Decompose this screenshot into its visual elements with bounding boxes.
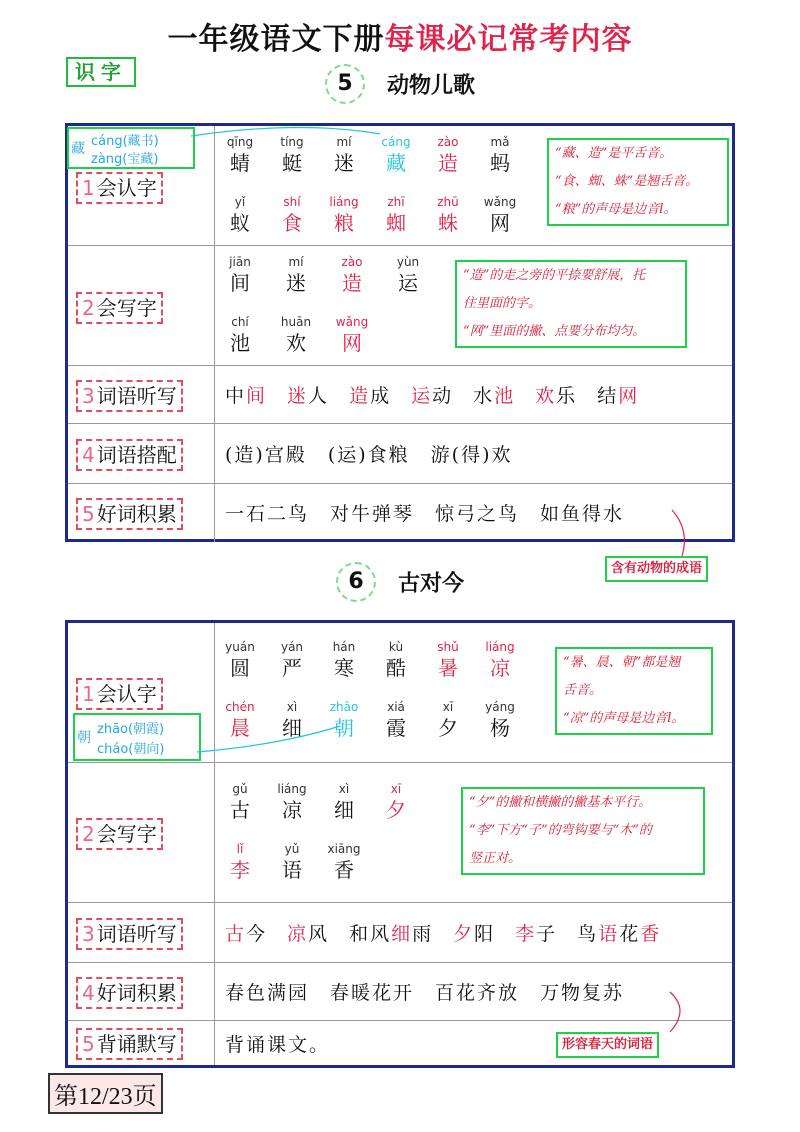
pinyin: xì [286,700,298,714]
hanzi: 网 [490,211,510,235]
word-part: 夕 [453,923,475,945]
hanzi: 古 [230,798,250,822]
hanzi: 迷 [334,151,354,175]
hanzi: 蜓 [282,151,302,175]
row-label: 3 词语听写 [76,918,183,950]
word-part: 古 [225,923,247,945]
pinyin: cáng [381,135,411,149]
pinyin: xiāng [327,842,361,856]
word-part: 语 [598,923,620,945]
hanzi: 暑 [438,656,458,680]
page-title: 一年级语文下册每课必记常考内容 [167,22,633,57]
word-part: 成 [370,385,392,407]
hanzi: 李 [230,858,250,882]
idioms-text: 一石二鸟 对牛弹琴 惊弓之鸟 如鱼得水 [225,503,625,525]
pinyin: qīng [226,135,254,149]
note-line: 竖正对。 [469,851,522,866]
arrow-line [672,510,684,556]
note-line: “食、蜘、蛛”是翘舌音。 [555,174,699,189]
hanzi: 霞 [386,716,406,740]
good-words-text: 春色满园 春暖花开 百花齐放 万物复苏 [225,982,625,1004]
hanzi: 粮 [334,211,354,235]
connector-line [197,726,340,752]
word-part: 欢 [535,385,557,407]
hanzi: 蚂 [490,151,510,175]
hanzi: 寒 [334,656,354,680]
word-part: 今 [246,923,268,945]
pinyin: jiān [229,255,251,269]
hanzi: 细 [334,798,354,822]
pinyin: shí [283,195,301,209]
word-part: 造 [349,385,371,407]
row-label: 1 会认字 [76,172,163,204]
collocation-text: (造)宫殿 (运)食粮 游(得)欢 [225,444,513,466]
word-part: 乐 [556,385,578,407]
lesson-number: 5 [325,64,365,104]
hanzi: 造 [342,271,362,295]
word-part: 阳 [474,923,496,945]
page-number: 第12/23页 [48,1073,163,1114]
word-part: 结 [597,385,619,407]
note-line: “夕”的撇和横撇的撇基本平行。 [469,795,652,810]
hanzi: 食 [282,211,302,235]
word-part: 迷 [287,385,309,407]
hanzi: 造 [438,151,458,175]
pinyin: yùn [396,255,420,269]
hanzi: 凉 [282,798,302,822]
pinyin: chí [231,315,249,329]
row-label: 2 会写字 [76,818,163,850]
hanzi: 酷 [386,656,406,680]
word-part: 动 [432,385,454,407]
hanzi: 严 [282,656,302,680]
word-part: 水 [473,385,495,407]
pinyin: shǔ [437,640,459,654]
hanzi: 杨 [490,716,510,740]
hanzi: 池 [230,331,250,355]
pinyin: liáng [329,195,359,209]
recite-text: 背诵课文。 [225,1034,331,1056]
note-line: 舌音。 [563,683,603,698]
word-part: 运 [411,385,433,407]
note-line: “藏、造”是平舌音。 [555,146,673,161]
hanzi: 圆 [230,656,250,680]
pinyin: xī [442,700,454,714]
pinyin: tíng [280,135,304,149]
pinyin: lǐ [236,842,244,856]
word-part: 细 [391,923,413,945]
hanzi: 蜻 [230,151,250,175]
pinyin: mí [336,135,352,149]
pinyin: zhāo [329,700,359,714]
word-part: 雨 [412,923,434,945]
pinyin: xī [390,782,402,796]
pinyin: mí [288,255,304,269]
hanzi: 欢 [286,331,306,355]
pinyin: kù [388,640,404,654]
lesson-number: 6 [336,562,376,602]
hanzi: 运 [398,271,418,295]
word-part: 间 [246,385,268,407]
word-part: 花 [619,923,641,945]
pinyin: gǔ [232,782,248,796]
note-line: “网”里面的撇、点要分布均匀。 [463,324,646,339]
word-part: 李 [515,923,537,945]
polyphone-box: 朝 zhāo(朝霞) cháo(朝向) [73,713,201,761]
lesson-name: 古对今 [397,571,464,597]
arrow-line [670,992,680,1032]
hanzi: 朝 [334,716,354,740]
pinyin: liáng [485,640,515,654]
pinyin: liáng [277,782,307,796]
pinyin: zhū [437,195,459,209]
pinyin: xiá [387,700,405,714]
row-label: 5 背诵默写 [76,1028,183,1060]
pinyin: yǐ [234,195,246,209]
hanzi: 细 [282,716,302,740]
row-label: 5 好词积累 [76,498,183,530]
hanzi: 间 [230,271,250,295]
spring-callout: 形容春天的词语 [556,1032,659,1058]
word-part: 池 [494,385,516,407]
note-line: “凉”的声母是边音l。 [563,711,685,726]
pinyin: mǎ [490,135,510,149]
hanzi: 蜘 [386,211,406,235]
word-part: 香 [640,923,662,945]
hanzi: 凉 [490,656,510,680]
row-label: 4 词语搭配 [76,439,183,471]
note-line: “李”下方“子”的弯钩要与“木”的 [469,823,652,838]
note-line: “粮”的声母是边音l。 [555,202,677,217]
note-line: 住里面的字。 [463,296,542,311]
row-label: 4 好词积累 [76,977,183,1009]
word-part: 子 [536,923,558,945]
hanzi: 蚁 [230,211,250,235]
word-part: 人 [308,385,330,407]
pinyin: yán [280,640,304,654]
row-label: 1 会认字 [76,678,163,710]
pinyin: zhī [387,195,405,209]
word-part: 和风 [349,923,392,945]
pinyin: yáng [485,700,515,714]
hanzi: 蛛 [438,211,458,235]
row-label: 3 词语听写 [76,380,183,412]
row-label: 2 会写字 [76,292,163,324]
pinyin: yuán [225,640,255,654]
note-line: “暑、晨、朝”都是翘 [563,655,681,670]
word-part: 网 [618,385,640,407]
pinyin: xì [338,782,350,796]
pinyin: huān [280,315,312,329]
word-part: 风 [308,923,330,945]
hanzi: 晨 [230,716,250,740]
word-part: 凉 [287,923,309,945]
word-part: 鸟 [577,923,599,945]
pinyin: yǔ [284,842,300,856]
pinyin: wǎng [335,315,369,329]
idiom-callout: 含有动物的成语 [605,556,708,582]
pinyin: zào [341,255,363,269]
pinyin: chén [225,700,255,714]
pinyin: hán [332,640,356,654]
polyphone-box: 藏 cáng(藏书) zàng(宝藏) [67,127,195,169]
word-part: 中 [225,385,247,407]
hanzi: 夕 [438,716,458,740]
connector-line [191,127,380,136]
hanzi: 语 [282,858,302,882]
hanzi: 藏 [386,151,406,175]
hanzi: 香 [334,858,354,882]
hanzi: 迷 [286,271,306,295]
section-tag: 识字 [66,57,136,87]
hanzi: 网 [342,331,362,355]
hanzi: 夕 [386,798,406,822]
pinyin: wǎng [483,195,517,209]
note-line: “造”的走之旁的平捺要舒展，托 [463,268,646,283]
pinyin: zào [437,135,459,149]
lesson-name: 动物儿歌 [386,73,475,99]
